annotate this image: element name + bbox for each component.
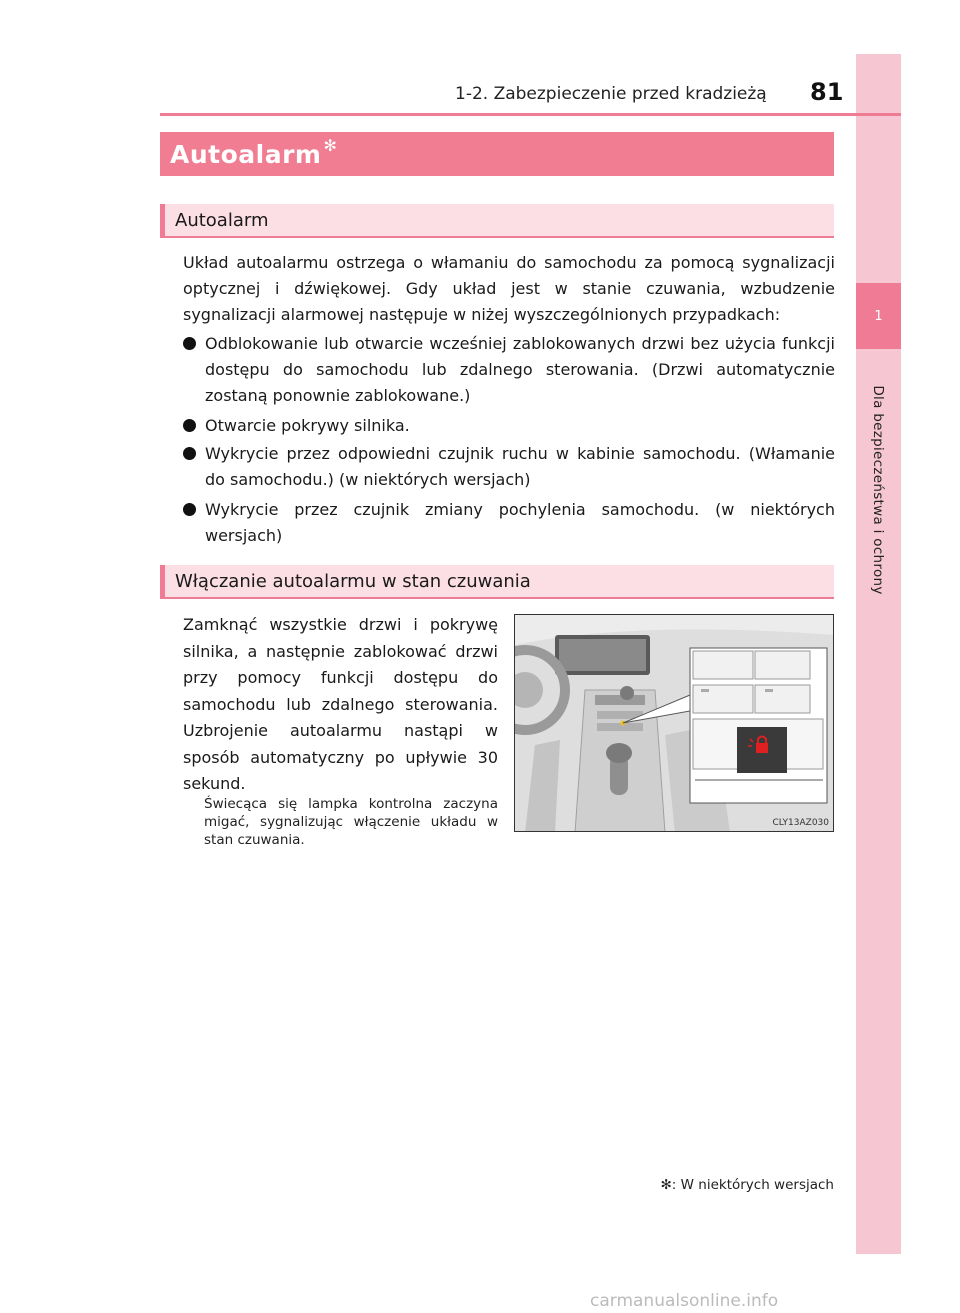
bullet-icon <box>183 503 196 516</box>
section-header: 1-2. Zabezpieczenie przed kradzieżą <box>455 84 767 104</box>
bullet-icon <box>183 337 196 350</box>
list-item <box>183 497 835 549</box>
subheading-label: Autoalarm <box>175 209 269 231</box>
list-item-text: Wykrycie przez czujnik zmiany pochylenia samochodu. (w niektórych wersjach) <box>205 500 835 545</box>
list-item-text: Wykrycie przez odpowiedni czujnik ruchu w kabinie samochodu. (Włamanie do samochodu.) (w niektórych wersjach) <box>205 444 835 489</box>
indicator-note: Świecąca się lampka kontrolna zaczyna migać, sygnalizując włączenie układu w stan czuwania. <box>204 796 498 848</box>
dashboard-illustration <box>514 614 834 832</box>
footnote-text: : W niektórych wersjach <box>671 1177 834 1193</box>
subheading-arming <box>160 565 834 599</box>
watermark: carmanualsonline.info <box>590 1291 779 1311</box>
figure-code: CLY13AZ030 <box>772 818 829 828</box>
list-item <box>183 441 835 493</box>
title-banner <box>160 132 834 176</box>
list-item <box>183 413 835 439</box>
footnote <box>660 1177 834 1193</box>
dashboard-drawing <box>515 615 834 832</box>
asterisk-icon: ✻ <box>660 1177 672 1193</box>
list-item-text: Otwarcie pokrywy silnika. <box>205 416 410 435</box>
subheading-label: Włączanie autoalarmu w stan czuwania <box>175 570 531 592</box>
header-rule <box>160 113 901 116</box>
chapter-side-tab <box>856 54 901 1254</box>
chapter-number-tab <box>856 283 901 349</box>
asterisk-icon: ✻ <box>323 136 337 155</box>
bullet-icon <box>183 447 196 460</box>
list-item-text: Odblokowanie lub otwarcie wcześniej zablokowanych drzwi bez użycia funkcji dostępu do samochodu lub zdalnego sterowania. (Drzwi automatycznie zostaną ponownie zablokowane.) <box>205 334 835 405</box>
page-title: Autoalarm <box>170 139 322 169</box>
lock-indicator-icon <box>756 743 768 753</box>
chapter-title-vertical: Dla bezpieczeństwa i ochrony <box>870 385 886 595</box>
bullet-icon <box>183 419 196 432</box>
list-item <box>183 331 835 409</box>
chapter-number: 1 <box>874 308 883 324</box>
intro-paragraph: Układ autoalarmu ostrzega o włamaniu do samochodu za pomocą sygnalizacji optycznej i dźwiękowej. Gdy układ jest w stanie czuwania, wzbudzenie sygnalizacji alarmowej następuje w niżej wyszczególnionych przypadkach: <box>183 253 835 324</box>
subheading-autoalarm <box>160 204 834 238</box>
page-number: 81 <box>810 78 844 106</box>
arming-paragraph: Zamknąć wszystkie drzwi i pokrywę silnika, a następnie zablokować drzwi przy pomocy funkcji dostępu do samochodu lub zdalnego sterowania. Uzbrojenie autoalarmu nastąpi w sposób automatyczny po upływie 30 sekund. <box>183 615 498 793</box>
